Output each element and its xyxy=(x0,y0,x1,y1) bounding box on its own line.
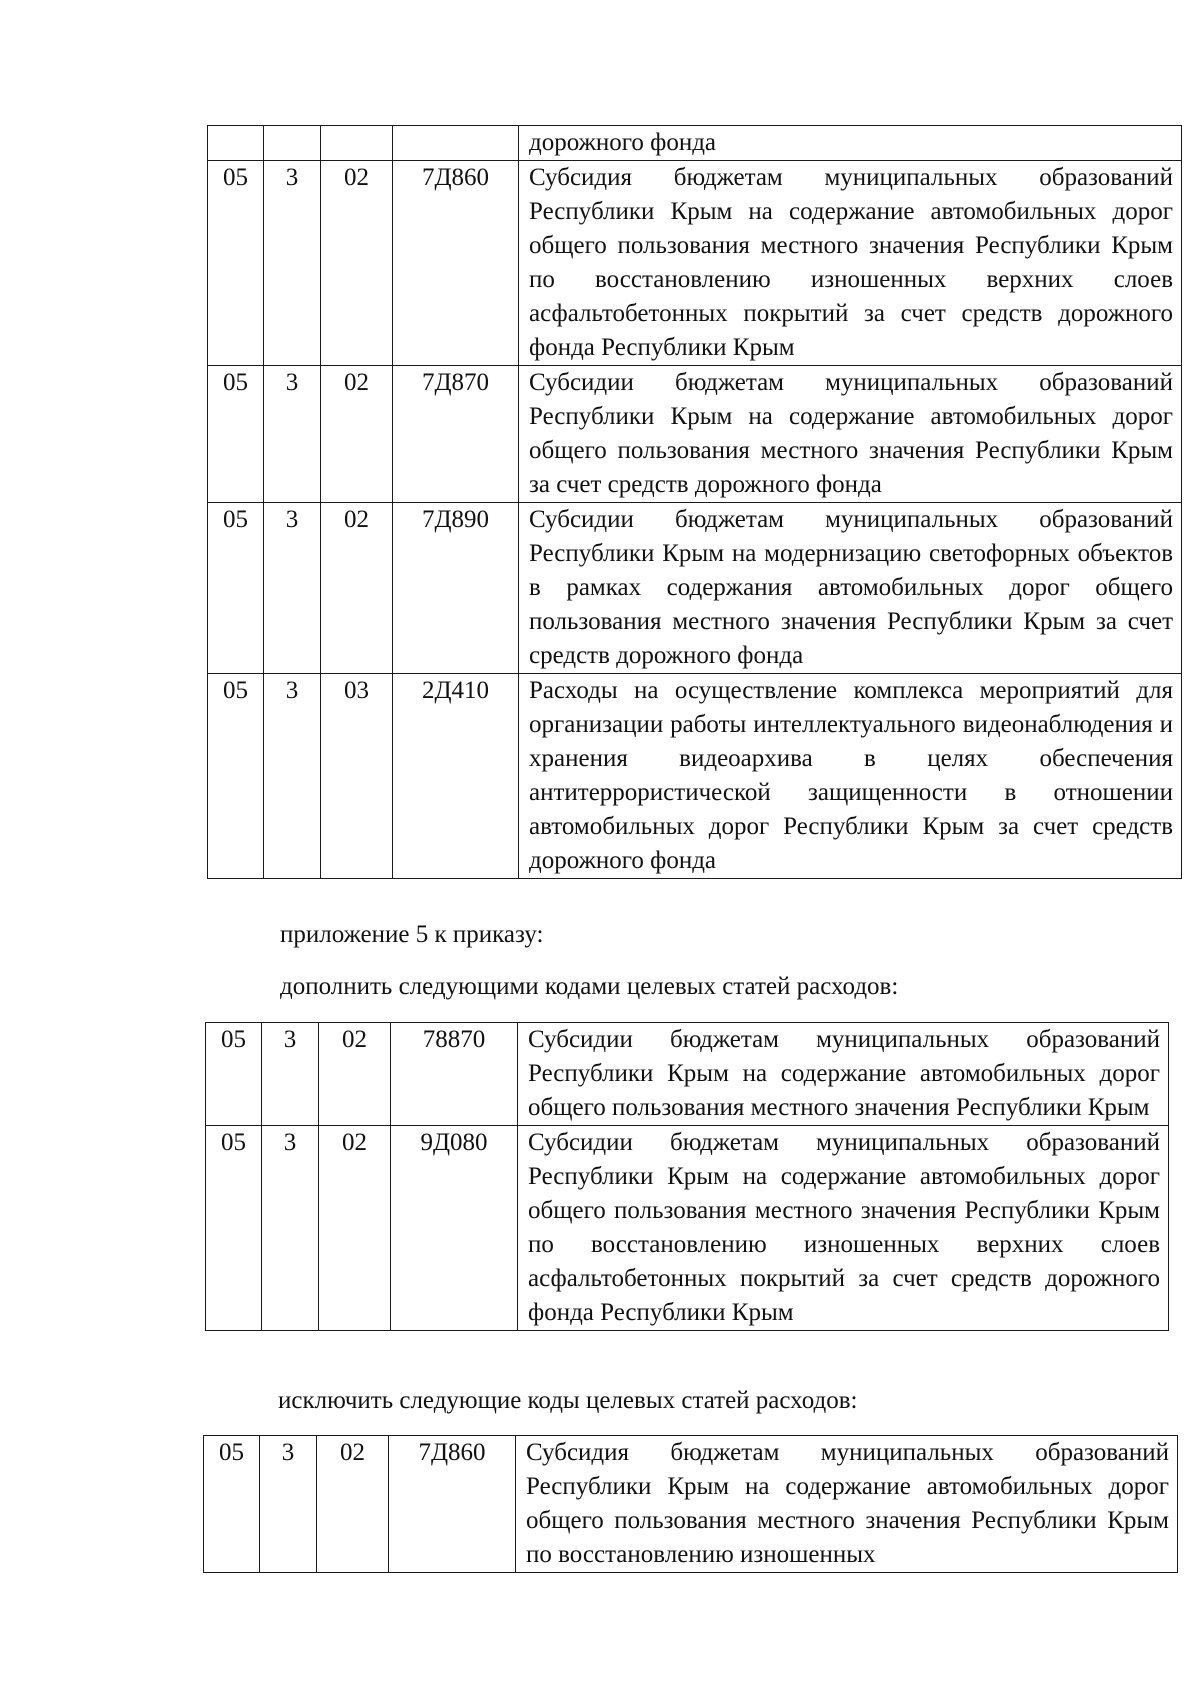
code-direction xyxy=(393,126,519,161)
expense-description: Субсидия бюджетам муниципальных образований Республики Крым на содержание автомобильных дорог общего пользования местного значения Республики Крым по восстановлению изношенных xyxy=(516,1436,1178,1573)
add-codes-heading: дополнить следующими кодами целевых статей расходов: xyxy=(280,973,899,1000)
code-program: 3 xyxy=(260,1436,317,1573)
code-program: 3 xyxy=(264,366,321,503)
code-subprogram: 03 xyxy=(321,674,393,879)
expense-description: Субсидии бюджетам муниципальных образований Республики Крым на модернизацию светофорных объектов в рамках содержания автомобильных дорог общего пользования местного значения Республики Крым за счет средств дорожного фонда xyxy=(519,503,1182,674)
code-subprogram: 02 xyxy=(321,161,393,366)
code-subprogram: 02 xyxy=(321,503,393,674)
code-direction: 9Д080 xyxy=(391,1126,518,1331)
code-subprogram: 02 xyxy=(319,1023,391,1126)
codes-table-add xyxy=(205,1022,1169,1331)
codes-table-continuation xyxy=(207,125,1182,879)
code-direction: 7Д890 xyxy=(393,503,519,674)
table-row xyxy=(206,1126,1169,1331)
code-section xyxy=(208,126,264,161)
table-row xyxy=(208,366,1182,503)
table-row xyxy=(208,126,1182,161)
code-section: 05 xyxy=(208,366,264,503)
code-direction: 7Д860 xyxy=(393,161,519,366)
code-program: 3 xyxy=(262,1023,319,1126)
table-row xyxy=(204,1436,1178,1573)
code-subprogram: 02 xyxy=(319,1126,391,1331)
code-direction: 78870 xyxy=(391,1023,518,1126)
code-program xyxy=(264,126,321,161)
expense-description: Субсидии бюджетам муниципальных образований Республики Крым на содержание автомобильных дорог общего пользования местного значения Республики Крым xyxy=(518,1023,1169,1126)
table-row xyxy=(208,674,1182,879)
expense-description: Субсидии бюджетам муниципальных образований Республики Крым на содержание автомобильных дорог общего пользования местного значения Республики Крым за счет средств дорожного фонда xyxy=(519,366,1182,503)
appendix-heading: приложение 5 к приказу: xyxy=(280,921,544,948)
expense-description: Субсидии бюджетам муниципальных образований Республики Крым на содержание автомобильных дорог общего пользования местного значения Республики Крым по восстановлению изношенных верхних слоев асфальтобетонных покрытий за счет средств дорожного фонда Республики Крым xyxy=(518,1126,1169,1331)
code-program: 3 xyxy=(264,161,321,366)
expense-description: Субсидия бюджетам муниципальных образований Республики Крым на содержание автомобильных дорог общего пользования местного значения Республики Крым по восстановлению изношенных верхних слоев асфальтобетонных покрытий за счет средств дорожного фонда Республики Крым xyxy=(519,161,1182,366)
table-row xyxy=(208,161,1182,366)
code-subprogram: 02 xyxy=(321,366,393,503)
exclude-codes-heading: исключить следующие коды целевых статей расходов: xyxy=(278,1387,858,1414)
code-direction: 2Д410 xyxy=(393,674,519,879)
code-program: 3 xyxy=(264,503,321,674)
code-subprogram xyxy=(321,126,393,161)
code-section: 05 xyxy=(208,674,264,879)
expense-description: Расходы на осуществление комплекса мероприятий для организации работы интеллектуального видеонаблюдения и хранения видеоархива в целях обеспечения антитеррористической защищенности в отношении автомобильных дорог Республики Крым за счет средств дорожного фонда xyxy=(519,674,1182,879)
code-section: 05 xyxy=(206,1126,262,1331)
code-section: 05 xyxy=(208,161,264,366)
code-direction: 7Д870 xyxy=(393,366,519,503)
code-section: 05 xyxy=(208,503,264,674)
code-section: 05 xyxy=(204,1436,260,1573)
code-program: 3 xyxy=(262,1126,319,1331)
code-direction: 7Д860 xyxy=(389,1436,516,1573)
code-program: 3 xyxy=(264,674,321,879)
expense-description: дорожного фонда xyxy=(519,126,1182,161)
code-section: 05 xyxy=(206,1023,262,1126)
code-subprogram: 02 xyxy=(317,1436,389,1573)
codes-table-exclude xyxy=(203,1435,1178,1573)
table-row xyxy=(206,1023,1169,1126)
table-row xyxy=(208,503,1182,674)
